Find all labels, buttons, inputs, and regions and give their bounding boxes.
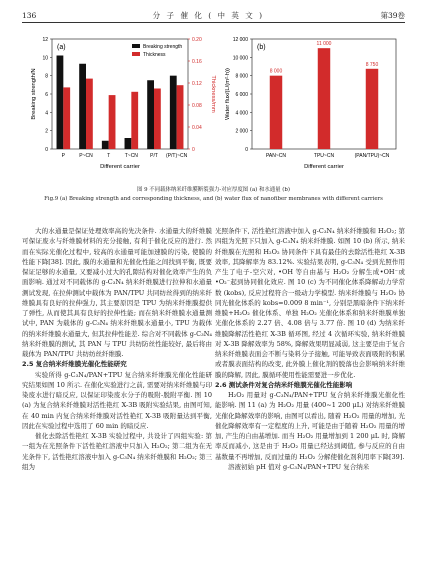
y2-tick-label: 0.20 xyxy=(192,37,202,43)
bar-breaking-strength xyxy=(170,76,177,149)
paragraph: 催化去除活性艳红 X-3B 实验过程中, 共设计了四组实验: 第一组为在光照条件下活性艳红溶液中只加入 H₂O₂; 第二组为在无光条件下, 活性艳红溶液中加入 g-C₃N₄ 纳米纤维膜和 H₂O₂; 第三组为 xyxy=(22,432,212,471)
paragraph: 溶液初始 pH 值对 g-C₃N₄/PAN+TPU 复合纳米 xyxy=(228,462,370,471)
y-tick-label: 10 000 xyxy=(232,55,248,62)
bar-breaking-strength xyxy=(79,64,86,149)
y-tick-label: 2 000 xyxy=(235,128,248,135)
x-tick-label: (PAN/TPU)~CN xyxy=(354,153,390,159)
figure-caption-cn: 图 9 不同载体纳米纤维膜断裂强力-对应厚度图 (a) 和水通量 (b) xyxy=(137,187,290,193)
y-axis-label: Water flux/(L/(m²·h)) xyxy=(225,68,231,120)
x-tick-label: TPU~CN xyxy=(313,153,335,159)
y-tick-label: 6 000 xyxy=(235,92,248,98)
paragraph: 大的水通量是保证处理效率高的先决条件. 水通量大的纤维膜可保证废水与纤维膜材料的充分接触, 有利于催化反应的进行. 然而在实际光催化过程中, 较高的水通量可能加速膜的污染, 使膜的性能下降[38]. 因此, 膜的水通量和光催化性能之间找到平衡, 既要保证足够的水通量, 又要减小过大的孔隙结构对催化效率产生的负面影响. 通过对不同载体的 g-C₃N₄ 纳米纤维膜进行拉伸和水通量测试发现, 在拉伸测试中载体为 PAN/TPU 共同纺丝得到的纳米纤维膜具有良好的拉伸强力, 其主要原因是 TPU 为纳米纤维膜提供了弹性, 从而使其具有良好的拉伸性能; 而在纳米纤维膜水通量测试中, PAN 为载体的 g-C₃N₄ 纳米纤维膜水通量小, TPU 为载体的纳米纤维膜水通量大, 但其拉伸性能差. 综合对不同载体 g-C₃N₄ 纳米纤维膜的测试, 其 PAN 与 TPU 共纺防丝性能较好, 最后将由载体为 PAN/TPU 共纺纺丝纤维膜. xyxy=(22,227,212,358)
y2-tick-label: 0.16 xyxy=(192,59,202,65)
legend-swatch-thickness xyxy=(132,52,140,56)
page-number: 136 xyxy=(22,10,37,20)
bar-thickness xyxy=(63,87,70,149)
section-heading: 2.5 复合纳米纤维膜光催化性能研究 xyxy=(22,360,127,369)
x-axis-label: Different carrier xyxy=(100,164,140,170)
y2-tick-label: 0.04 xyxy=(192,125,202,131)
plot-frame xyxy=(52,39,188,149)
x-tick-label: (P/T)~CN xyxy=(166,153,188,159)
figure-caption-en: Fig.9 (a) Breaking strength and corresponding thickness, and (b) water flux of nanofiber membranes with different carriers xyxy=(44,196,383,202)
header-rule xyxy=(22,22,405,23)
left-column xyxy=(22,226,212,472)
chart-breaking-strength xyxy=(28,31,218,179)
y-tick-label: 8 xyxy=(45,73,48,80)
bar-thickness xyxy=(177,85,184,149)
panel-label: (a) xyxy=(57,44,66,51)
x-tick-label: P xyxy=(61,153,66,159)
y-tick-label: 6 xyxy=(45,92,48,98)
right-column xyxy=(215,226,405,472)
legend-label: Thickness xyxy=(143,52,166,58)
legend-swatch-breaking-strength xyxy=(132,44,140,48)
bar-thickness xyxy=(86,79,93,149)
x-tick-label: P/T xyxy=(150,153,158,159)
x-tick-label: PAN~CN xyxy=(265,153,287,159)
running-header xyxy=(22,9,405,21)
panel-label: (b) xyxy=(257,44,266,51)
y-tick-label: 10 xyxy=(42,55,48,62)
bar-breaking-strength xyxy=(147,80,154,149)
x-tick-label: T~CN xyxy=(124,153,138,159)
bar-breaking-strength xyxy=(125,138,132,149)
y-tick-label: 12 000 xyxy=(232,37,248,43)
paragraph: 光照条件下, 活性艳红溶液中加入 g-C₃N₄ 纳米纤维膜和 H₂O₂; 第四组为光照下只加入 g-C₃N₄ 纳米纤维膜. 如图 10 (b) 所示, 纳米纤维膜在光照和 H₂O₂ 协同条件下具有最佳的去除活性艳红 X-3B 效率, 其降解率为 83.12%. 实验结果表明, g-C₃N₄ 受到光照作用产生了电子-空穴对, •OH 等自由基与 H₂O₂ 分解生成•OH⁻或•O₂⁻起到协同催化效应. 图 10 (c) 为不同催化体系降解动力学常数 (kobs), 反应过程符合一级动力学模型. 纳米纤维膜与 H₂O₂ 协同光催化体系的 kobs=0.009 8 min⁻¹, 分别是黑暗条件下纳米纤维膜+H₂O₂ 催化体系、单独 H₂O₂ 光催化体系和纳米纤维膜单独光催化体系的 2.27 倍、4.08 倍与 3.77 倍. 图 10 (d) 为纳米纤维膜降解活性艳红 X-3B 循环图, 经过 4 次循环实验, 纳米纤维膜对 X-3B 降解效率为 58%, 降解效果明显减弱, 这主要是由于复合纳米纤维膜表面会不断与染料分子接触, 可能导致表面吸附的积累或者膜表面结构的改变, 此外膜上催化剂的脱落也会影响纳米纤维膜的降解, 因此, 膜循环使用性能需要进一步优化. xyxy=(215,227,405,379)
legend-label: Breaking strength xyxy=(143,44,183,50)
x-tick-label: T xyxy=(107,153,111,159)
y-tick-label: 12 xyxy=(42,37,48,43)
bar-thickness xyxy=(109,95,116,149)
bar-water-flux xyxy=(270,76,282,149)
x-axis-label: Different carrier xyxy=(304,164,344,170)
y-tick-label: 8 000 xyxy=(235,73,248,80)
y2-axis-label: Thickness/mm xyxy=(210,75,216,113)
data-label: 8 000 xyxy=(269,68,283,75)
paragraph: H₂O₂ 用量对 g-C₃N₄/PAN+TPU 复合纳米纤维膜光催化性能影响. 图 11 (a) 为 H₂O₂ 用量 (400~1 200 μL) 对纳米纤维膜光催化降解效率的影响, 由图可以看出, 随着 H₂O₂ 用量的增加, 光催化降解效率有一定程度的上升, 可能是由于随着 H₂O₂ 用量的增加, 产生的自由基增加. 而当 H₂O₂ 用量增加到 1 200 μL 时, 降解率反而减小, 这是由于 H₂O₂ 用量已经达到阈值, 参与反应的自由基数量不再增加, 反而过量的 H₂O₂ 分解使催化剂利用率下降[39]. xyxy=(215,391,405,461)
y2-tick-label: 0 xyxy=(192,147,195,153)
bar-breaking-strength xyxy=(102,141,109,149)
bar-water-flux xyxy=(366,69,378,149)
y2-tick-label: 0.12 xyxy=(192,81,202,87)
paragraph: 实验所得 g-C₃N₄/PAN+TPU 复合纳米纤维膜光催化性能研究结果如图 10 所示. 在催化实验进行之前, 需要对纳米纤维膜与印染废水进行暗反应, 以保证印染废水分子的吸附-脱附平衡. 图 10 (a) 为复合纳米纤维膜对活性艳红 X-3B 吸附实验结果, 由图可知, 在 40 min 内复合纳米纤维膜对活性艳红 X-3B 吸附量达到平衡, 因此在实验过程中选用了 60 min 的暗反应. xyxy=(22,370,212,430)
chart-water-flux xyxy=(222,31,402,179)
y-tick-label: 0 xyxy=(245,147,248,153)
bar-thickness xyxy=(154,89,161,150)
y-tick-label: 4 xyxy=(45,110,48,117)
section-heading: 2.6 测试条件对复合纳米纤维膜光催化性能影响 xyxy=(215,380,353,389)
data-label: 8 750 xyxy=(365,61,379,68)
x-tick-label: P~CN xyxy=(79,153,93,159)
y-tick-label: 2 xyxy=(45,128,48,135)
y-tick-label: 0 xyxy=(45,147,48,153)
y2-tick-label: 0.08 xyxy=(192,103,202,109)
bar-thickness xyxy=(131,92,138,149)
journal-title: 分 子 催 化 ( 中 英 文 ) xyxy=(152,10,265,20)
volume-label: 第39卷 xyxy=(380,10,405,20)
data-label: 11 000 xyxy=(316,41,332,48)
y-axis-label: Breaking strength/N xyxy=(31,68,37,120)
bar-water-flux xyxy=(318,48,330,149)
bar-breaking-strength xyxy=(57,56,64,150)
y-tick-label: 4 000 xyxy=(235,110,248,117)
